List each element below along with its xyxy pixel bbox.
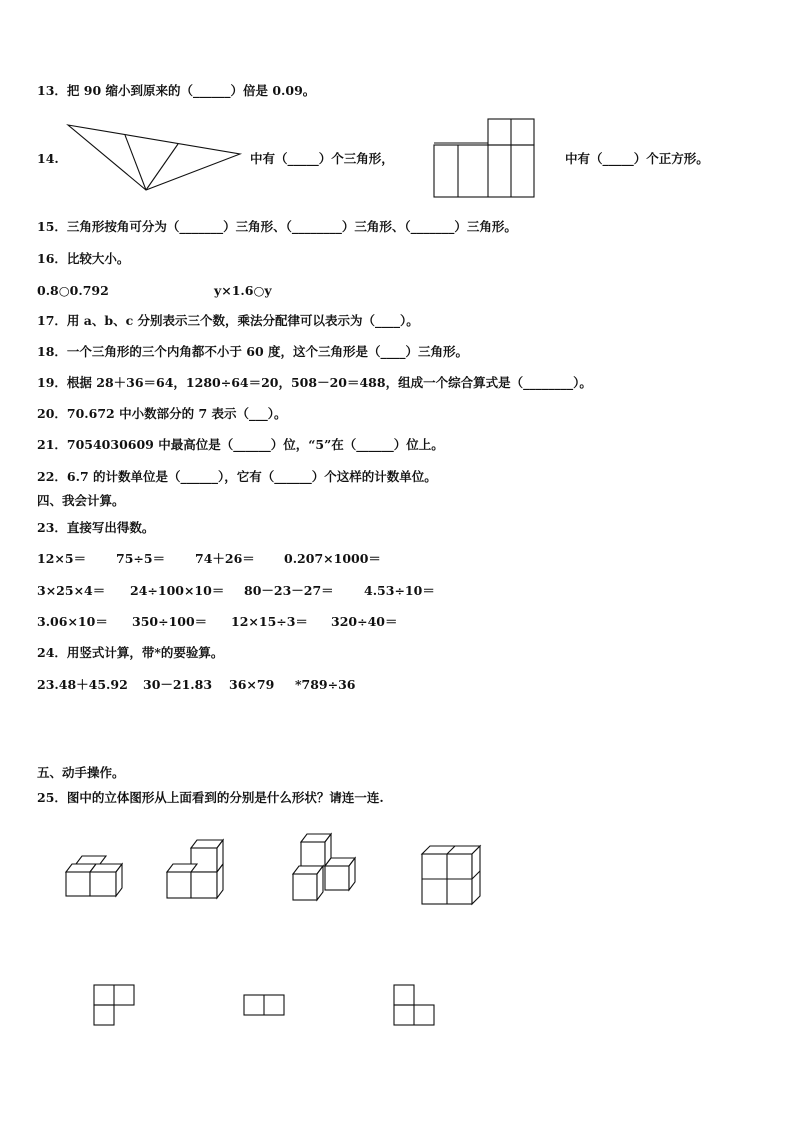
question-21: 21．7054030609 中最高位是（______）位，“5”在（______）位上。 bbox=[37, 437, 444, 452]
section-4-heading: 四、我会计算。 bbox=[37, 493, 125, 508]
rectangle-grid-figure bbox=[432, 117, 542, 197]
calc-item: *789÷36 bbox=[295, 677, 356, 692]
question-14-square-text: 中有（_____）个正方形。 bbox=[565, 151, 709, 166]
calc-item: 74＋26＝ bbox=[195, 551, 255, 566]
question-14-triangle-text: 中有（_____）个三角形， bbox=[250, 151, 394, 166]
calc-item: 36×79 bbox=[229, 677, 275, 692]
question-19: 19．根据 28＋36＝64，1280÷64＝20，508－20＝488，组成一个综合算式是（________）。 bbox=[37, 375, 592, 390]
section-5-heading: 五、动手操作。 bbox=[37, 765, 125, 780]
calc-item: 75÷5＝ bbox=[116, 551, 166, 566]
question-14-number: 14. bbox=[37, 151, 59, 166]
question-17: 17．用 a、b、c 分别表示三个数，乘法分配律可以表示为（____）。 bbox=[37, 313, 419, 328]
cube-figure-1 bbox=[64, 852, 134, 898]
question-16-item-1: 0.8○0.792 bbox=[37, 283, 109, 298]
top-view-shape-2 bbox=[243, 994, 287, 1018]
question-16-title: 16．比较大小。 bbox=[37, 251, 130, 266]
calc-item: 3.06×10＝ bbox=[37, 614, 108, 629]
calc-item: 23.48＋45.92 bbox=[37, 677, 128, 692]
question-16-item-2: y×1.6○y bbox=[214, 283, 272, 298]
calc-item: 3×25×4＝ bbox=[37, 583, 106, 598]
calc-item: 320÷40＝ bbox=[331, 614, 398, 629]
question-20: 20．70.672 中小数部分的 7 表示（___）。 bbox=[37, 406, 287, 421]
question-22: 22．6.7 的计数单位是（______），它有（______）个这样的计数单位。 bbox=[37, 469, 437, 484]
top-view-shape-3 bbox=[393, 984, 437, 1028]
calc-item: 12×15÷3＝ bbox=[231, 614, 308, 629]
question-24-title: 24．用竖式计算，带*的要验算。 bbox=[37, 645, 224, 660]
cube-figure-3 bbox=[291, 832, 361, 902]
calc-item: 12×5＝ bbox=[37, 551, 87, 566]
cube-figure-2 bbox=[165, 838, 229, 902]
calc-item: 350÷100＝ bbox=[132, 614, 208, 629]
question-13: 13．把 90 缩小到原来的（______）倍是 0.09。 bbox=[37, 83, 316, 98]
question-15: 15．三角形按角可分为（_______）三角形、（________）三角形、（_______）三角形。 bbox=[37, 219, 517, 234]
calc-item: 30－21.83 bbox=[143, 677, 213, 692]
cube-figure-4 bbox=[420, 844, 484, 908]
question-25: 25．图中的立体图形从上面看到的分别是什么形状？请连一连. bbox=[37, 790, 384, 805]
question-23-title: 23．直接写出得数。 bbox=[37, 520, 155, 535]
top-view-shape-1 bbox=[93, 984, 137, 1028]
triangle-figure bbox=[60, 120, 260, 200]
calc-item: 0.207×1000＝ bbox=[284, 551, 381, 566]
calc-item: 80－23－27＝ bbox=[244, 583, 334, 598]
question-18: 18．一个三角形的三个内角都不小于 60 度，这个三角形是（____）三角形。 bbox=[37, 344, 468, 359]
calc-item: 24÷100×10＝ bbox=[130, 583, 225, 598]
calc-item: 4.53÷10＝ bbox=[364, 583, 435, 598]
